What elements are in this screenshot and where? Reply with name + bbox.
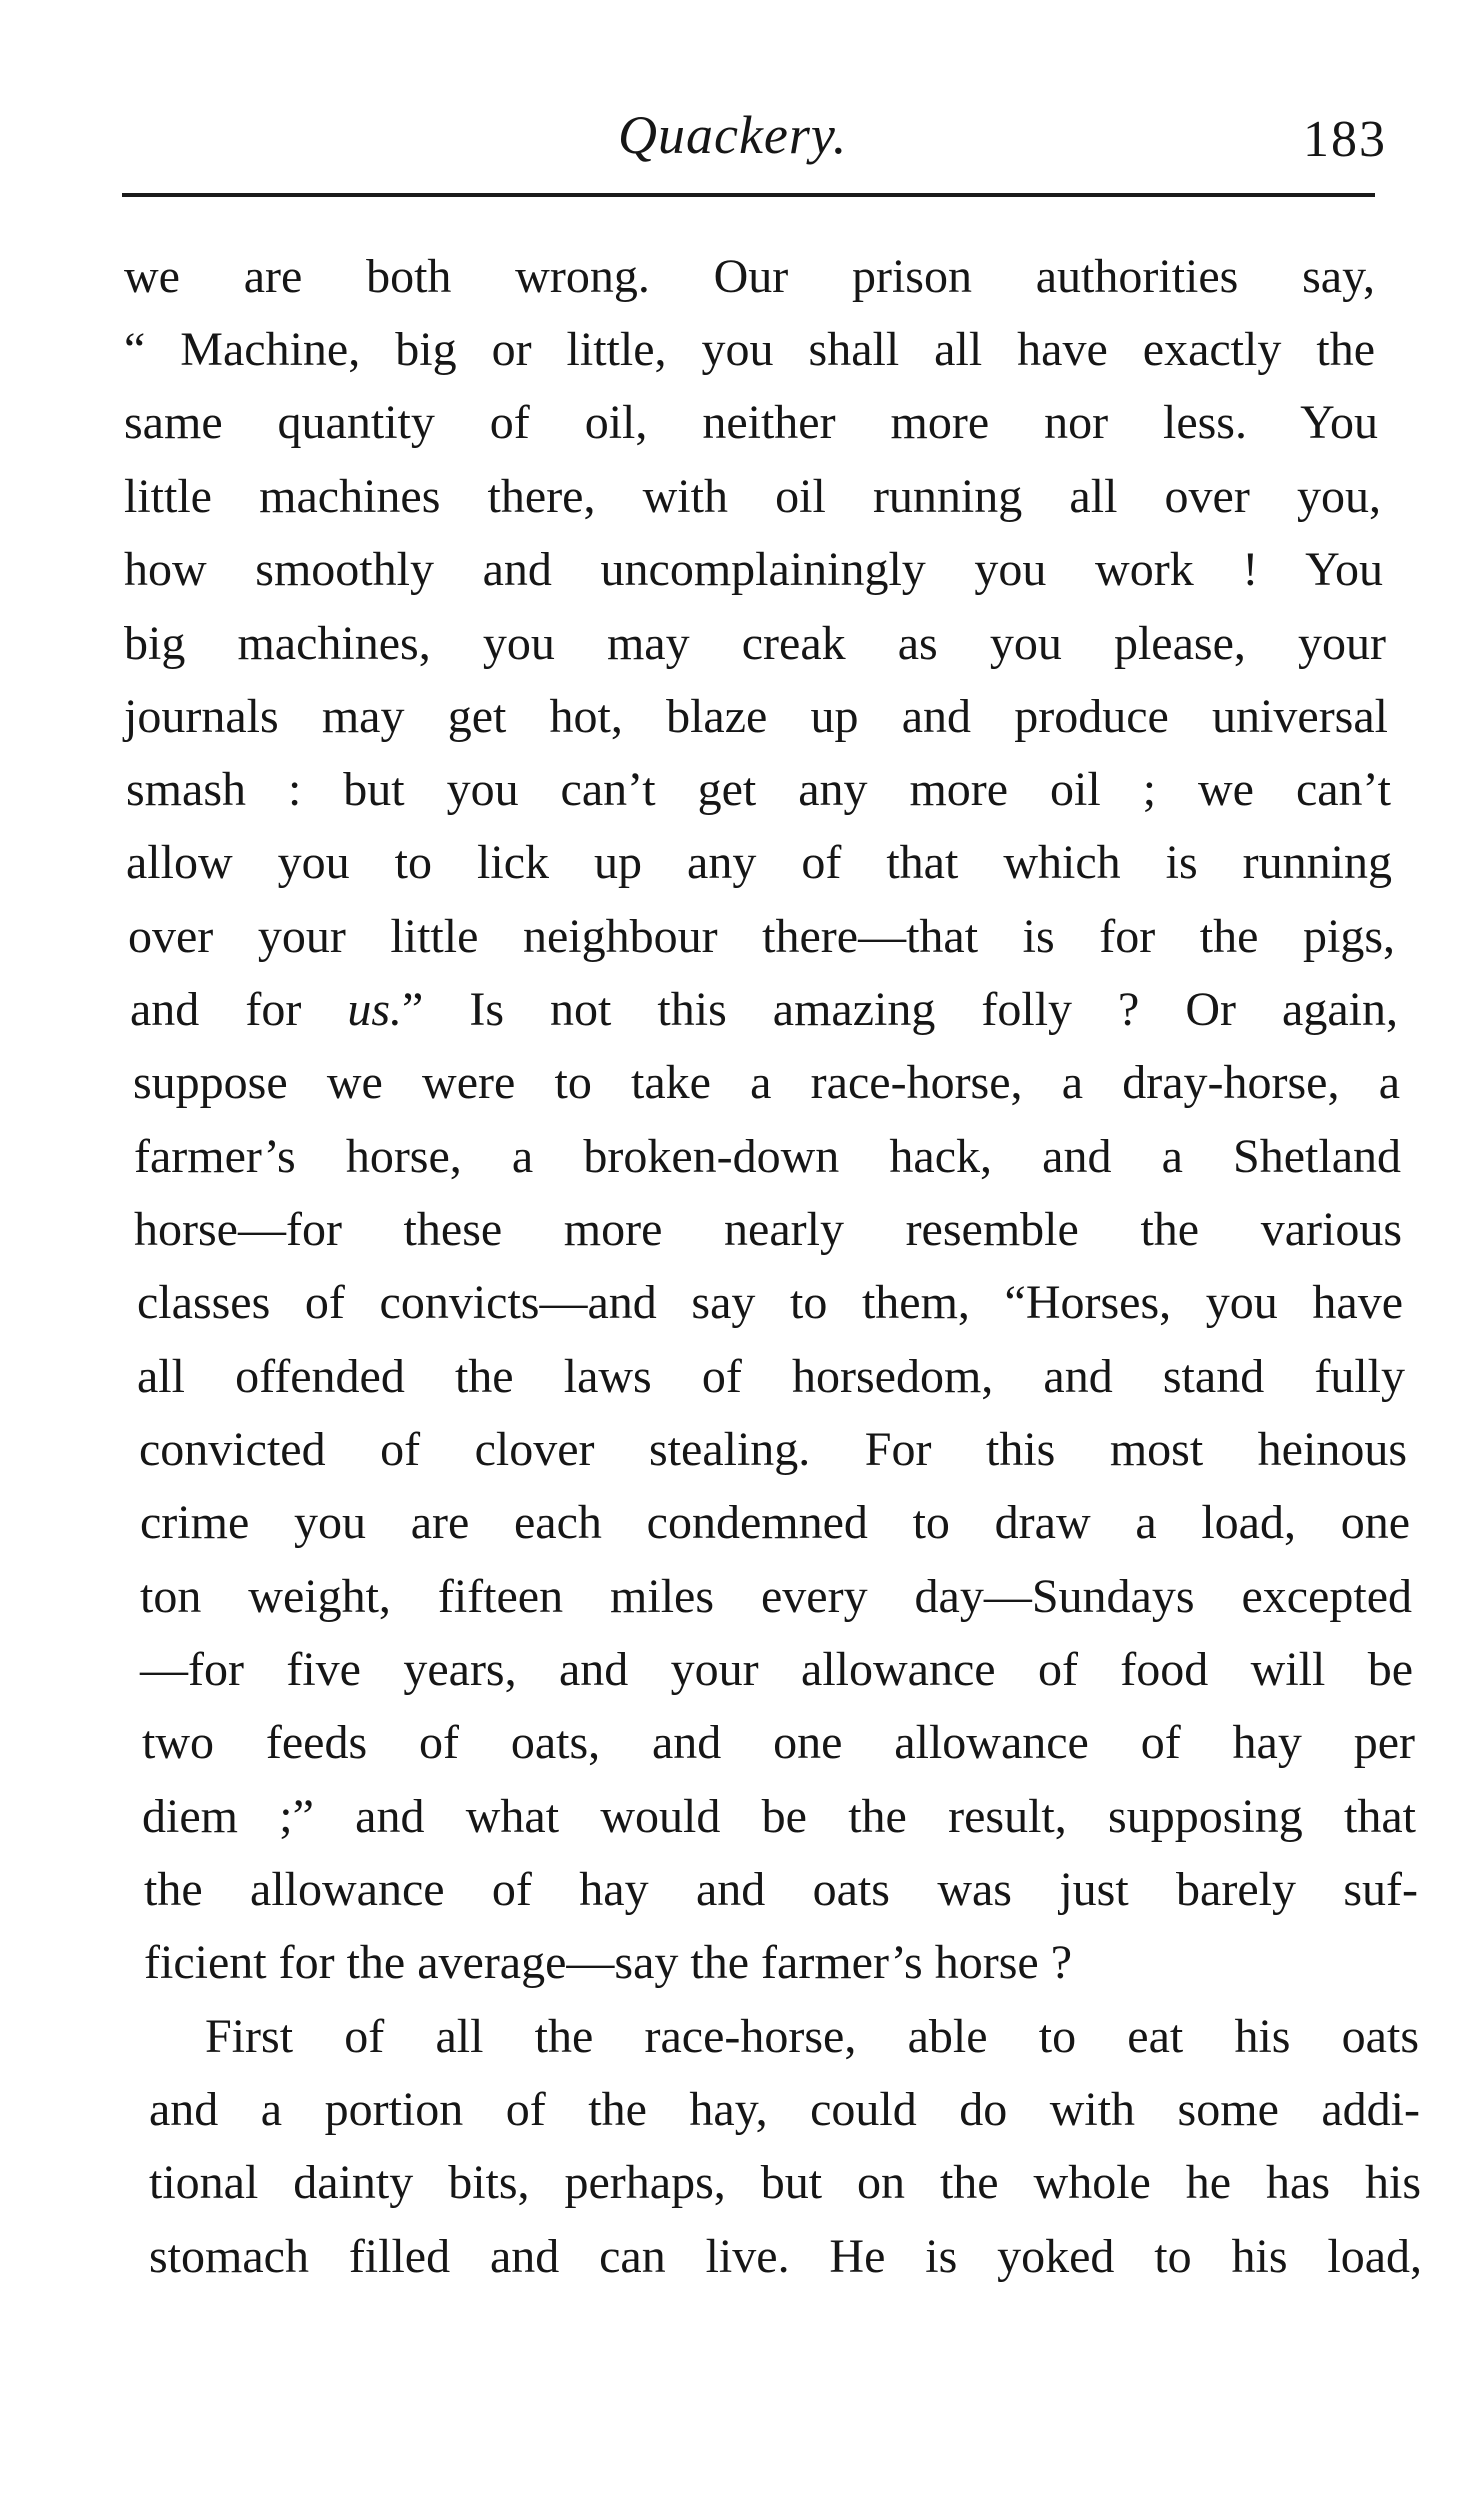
text-line: crime you are each condemned to draw a load, one — [140, 1496, 1410, 1549]
text-segment: ” Is not this amazing folly ? Or again, — [402, 983, 1398, 1036]
text-line: allow you to lick up any of that which is running — [126, 836, 1392, 889]
text-line: farmer’s horse, a broken-down hack, and a Shetland — [134, 1130, 1401, 1183]
header-rule — [122, 193, 1375, 197]
text-line: over your little neighbour there—that is for the pigs, — [128, 910, 1395, 963]
text-line: convicted of clover stealing. For this most heinous — [139, 1423, 1407, 1476]
italic-word: us. — [347, 983, 403, 1036]
text-line: the allowance of hay and oats was just barely suf- — [144, 1863, 1418, 1916]
text-line — [130, 973, 1398, 1046]
text-line: how smoothly and uncomplainingly you work ! You — [124, 543, 1383, 596]
text-line: two feeds of oats, and one allowance of hay per — [142, 1716, 1415, 1769]
text-line: little machines there, with oil running all over you, — [124, 470, 1381, 523]
text-line: all offended the laws of horsedom, and stand fully — [137, 1350, 1405, 1403]
text-line: suppose we were to take a race-horse, a dray-horse, a — [133, 1056, 1400, 1109]
text-line: classes of convicts—and say to them, “Horses, you have — [137, 1276, 1403, 1329]
text-line: tional dainty bits, perhaps, but on the whole he has his — [149, 2156, 1421, 2209]
text-line: and a portion of the hay, could do with some addi- — [149, 2083, 1420, 2136]
text-line: same quantity of oil, neither more nor less. You — [124, 396, 1378, 449]
text-line: ficient for the average—say the farmer’s horse ? — [144, 1936, 1073, 1989]
running-title: Quackery. — [618, 105, 848, 165]
text-line: smash : but you can’t get any more oil ; we can’t — [126, 763, 1391, 816]
text-line: journals may get hot, blaze up and produce universal — [124, 690, 1388, 743]
paragraph-first-line: First of all the race-horse, able to eat his oats — [205, 2010, 1419, 2063]
text-line: —for five years, and your allowance of food will be — [140, 1643, 1413, 1696]
text-line: horse—for these more nearly resemble the various — [134, 1203, 1402, 1256]
text-line: big machines, you may creak as you please, your — [124, 617, 1386, 670]
text-line: we are both wrong. Our prison authorities say, — [124, 250, 1375, 303]
text-line: “ Machine, big or little, you shall all have exactly the — [124, 323, 1375, 376]
text-segment: and for — [130, 983, 348, 1036]
text-line: stomach filled and can live. He is yoked to his load, — [149, 2230, 1422, 2283]
text-line: diem ;” and what would be the result, supposing that — [142, 1790, 1416, 1843]
text-line: ton weight, fifteen miles every day—Sundays excepted — [140, 1570, 1412, 1623]
page-number: 183 — [1303, 111, 1387, 168]
